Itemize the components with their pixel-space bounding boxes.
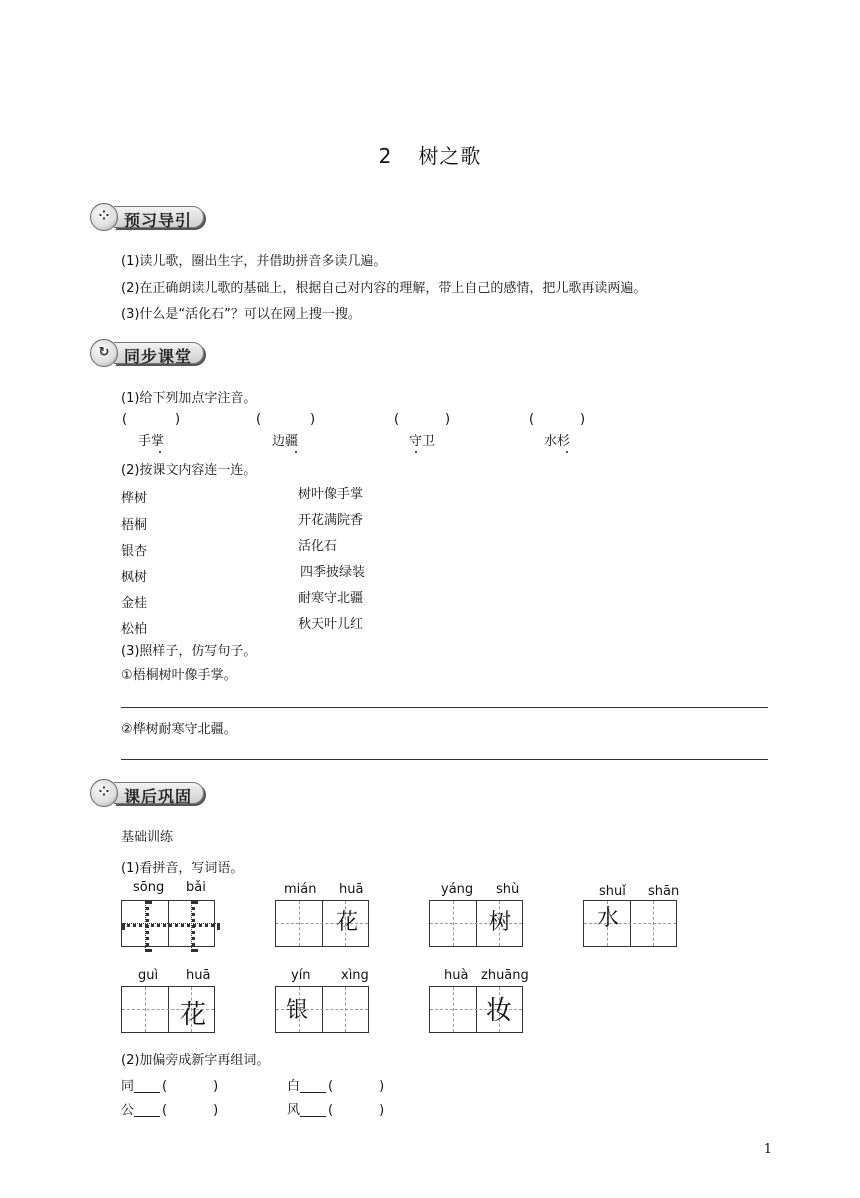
preview-item-2: (2)在正确朗读儿歌的基础上，根据自己对内容的理解，带上自己的感情，把儿歌再读两遍。	[121, 281, 647, 296]
paren-close: )	[310, 412, 316, 427]
match-right-3: 活化石	[298, 539, 338, 554]
word-4: 水杉	[544, 434, 571, 449]
match-left-1: 桦树	[121, 491, 148, 506]
dots-icon: ⁘	[90, 779, 118, 807]
fill-row: 同____ ( )	[121, 1079, 219, 1094]
example-1: ①梧桐树叶像手掌。	[121, 668, 237, 683]
blank-line[interactable]: ____	[134, 1103, 161, 1118]
match-right-6: 秋天叶儿红	[298, 617, 364, 632]
writing-box	[121, 900, 215, 947]
pinyin: yín	[291, 968, 311, 983]
basic-training-label: 基础训练	[121, 830, 174, 845]
base-char: 白	[287, 1079, 301, 1094]
blank-line[interactable]: ____	[300, 1103, 327, 1118]
match-left-6: 松柏	[121, 622, 148, 637]
fill-row: 公____ ( )	[121, 1103, 219, 1118]
pinyin: huā	[186, 968, 211, 983]
pinyin: shuǐ	[599, 884, 626, 899]
answer-line	[121, 707, 768, 708]
preview-item-3: (3)什么是“活化石”？可以在网上搜一搜。	[121, 307, 361, 322]
writing-box	[275, 900, 369, 947]
blank-line[interactable]: ____	[134, 1079, 161, 1094]
section-title-preview: 预习导引	[124, 211, 193, 230]
paren-close: )	[175, 412, 181, 427]
page-title	[0, 140, 860, 169]
writing-box	[275, 986, 369, 1033]
answer-line	[121, 759, 768, 760]
section-title-classroom: 同步课堂	[124, 347, 193, 366]
writing-char: 银	[286, 998, 309, 1023]
base-char: 风	[287, 1103, 301, 1118]
example-2: ②桦树耐寒守北疆。	[121, 722, 237, 737]
fill-row: 风____ ( )	[287, 1103, 385, 1118]
match-left-2: 梧桐	[121, 518, 148, 533]
lesson-title: 树之歌	[418, 144, 482, 168]
writing-char: 树	[489, 910, 512, 935]
fill-row: 白____ ( )	[287, 1079, 385, 1094]
question-3: (3)照样子，仿写句子。	[121, 644, 257, 659]
pinyin: mián	[284, 882, 317, 897]
paren-close: )	[580, 412, 586, 427]
word-3: 守卫	[409, 434, 436, 449]
writing-char: 花	[336, 910, 359, 935]
pinyin: xìng	[341, 968, 369, 983]
pinyin: huā	[339, 882, 364, 897]
preview-item-1: (1)读儿歌，圈出生字，并借助拼音多读几遍。	[121, 254, 387, 269]
base-char: 公	[121, 1103, 135, 1118]
paren-open: (	[122, 412, 128, 427]
paren-close: )	[445, 412, 451, 427]
dots-icon: ⁘	[90, 203, 118, 231]
writing-box	[429, 900, 523, 947]
base-char: 同	[121, 1079, 135, 1094]
word-1: 手掌	[138, 434, 165, 449]
after-question-2: (2)加偏旁成新字再组词。	[121, 1053, 270, 1068]
writing-box	[121, 986, 215, 1033]
question-1: (1)给下列加点字注音。	[121, 391, 257, 406]
emphasis-dot	[566, 451, 568, 453]
writing-box	[583, 900, 677, 947]
paren-open: (	[529, 412, 535, 427]
match-right-1: 树叶像手掌	[298, 487, 364, 502]
word-2: 边疆	[272, 434, 299, 449]
pinyin: sōng	[133, 880, 165, 895]
section-title-after: 课后巩固	[124, 787, 193, 806]
writing-box	[429, 986, 523, 1033]
emphasis-dot	[295, 451, 297, 453]
paren-open: (	[394, 412, 400, 427]
match-left-5: 金桂	[121, 596, 148, 611]
match-left-3: 银杏	[121, 544, 148, 559]
question-2: (2)按课文内容连一连。	[121, 463, 257, 478]
match-left-4: 枫树	[121, 570, 148, 585]
match-right-4: 四季披绿装	[300, 565, 366, 580]
writing-char: 花	[180, 1000, 207, 1030]
page-number: 1	[763, 1142, 772, 1157]
after-question-1: (1)看拼音，写词语。	[121, 861, 244, 876]
pinyin: guì	[138, 968, 159, 983]
pinyin: zhuāng	[481, 968, 529, 983]
pinyin: shān	[648, 884, 680, 899]
lesson-number: 2	[378, 144, 393, 168]
pinyin: huà	[444, 968, 469, 983]
blank-line[interactable]: ____	[300, 1079, 327, 1094]
writing-char: 妆	[486, 996, 513, 1026]
emphasis-dot	[159, 451, 161, 453]
match-right-5: 耐寒守北疆	[298, 591, 364, 606]
refresh-icon: ↻	[90, 339, 118, 367]
pinyin: yáng	[441, 882, 474, 897]
match-right-2: 开花满院香	[298, 513, 364, 528]
paren-open: (	[256, 412, 262, 427]
writing-char: 水	[597, 906, 620, 931]
pinyin: shù	[496, 882, 520, 897]
emphasis-dot	[415, 451, 417, 453]
pinyin: bǎi	[186, 880, 206, 895]
